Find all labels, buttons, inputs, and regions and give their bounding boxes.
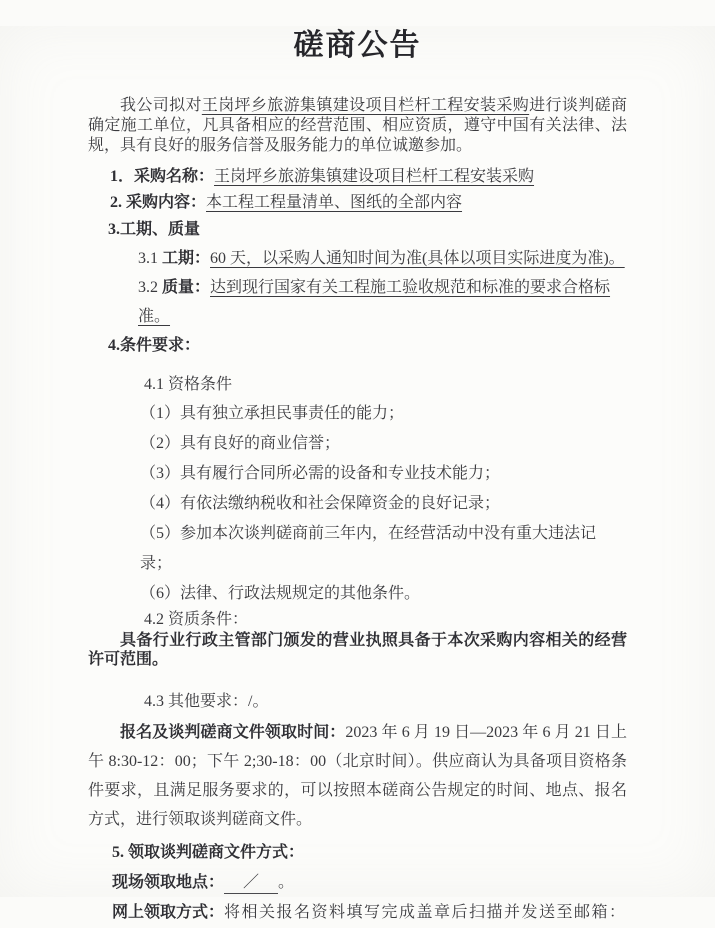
qualification-item: （4）有依法缴纳税收和社会保障资金的良好记录； bbox=[140, 495, 501, 512]
qualification-item: （5）参加本次谈判磋商前三年内，在经营活动中没有重大违法记录； bbox=[140, 525, 597, 572]
quality-value: 达到现行国家有关工程施工验收规范和标准的要求合格标准。 bbox=[138, 279, 611, 325]
intro-paragraph bbox=[88, 96, 627, 156]
duration-row bbox=[138, 244, 627, 273]
qualification-item: （1）具有独立承担民事责任的能力； bbox=[140, 405, 405, 422]
online-pickup-body: 将相关报名资料填写完成盖章后扫描并发送至邮箱： bbox=[224, 904, 627, 921]
onsite-pickup-blank: ／ bbox=[224, 873, 278, 894]
procurement-name-value: 王岗坪乡旅游集镇建设项目栏杆工程安装采购 bbox=[214, 168, 535, 185]
duration-number: 3.1 bbox=[138, 250, 162, 267]
onsite-pickup-label: 现场领取地点： bbox=[112, 874, 225, 891]
section3-heading: 3.工期、质量 bbox=[108, 221, 201, 238]
procurement-content-label: 2. 采购内容： bbox=[110, 194, 207, 211]
intro-prefix: 我公司拟对 bbox=[120, 97, 202, 114]
registration-time-body: 2023 年 6 月 19 日—2023 年 6 月 21 日上午 8:30-12：00；下午 2;30-18：00（北京时间）。供应商认为具备项目资格条件要求，且满足服务要求的，可以按照本磋商公告规定的时间、地点、报名方式，进行领取谈判磋商文件。 bbox=[88, 724, 627, 828]
qualification-item: （6）法律、行政法规规定的其他条件。 bbox=[140, 585, 421, 602]
section4-heading: 4.条件要求： bbox=[108, 337, 201, 354]
other-requirements-row: 4.3 其他要求：/。 bbox=[144, 693, 269, 710]
procurement-content-value: 本工程工程量清单、图纸的全部内容 bbox=[206, 194, 463, 211]
credential-conditions-heading: 4.2 资质条件： bbox=[144, 611, 249, 628]
onsite-pickup-period: 。 bbox=[278, 874, 295, 891]
document-page bbox=[0, 26, 715, 921]
onsite-pickup-row bbox=[112, 868, 627, 898]
page-title: 磋商公告 bbox=[293, 29, 422, 62]
intro-suffix: 进行谈判磋商确定施工单位，凡具备相应的经营范围、相应资质，遵守中国有关法律、法规，具有良好的服务信誉及服务能力的单位诚邀参加。 bbox=[88, 97, 627, 154]
qualification-item: （3）具有履行合同所必需的设备和专业技术能力； bbox=[140, 465, 501, 482]
procurement-content-row bbox=[110, 190, 627, 216]
registration-paragraph bbox=[88, 718, 627, 834]
qualification-item: （2）具有良好的商业信誉； bbox=[140, 435, 341, 452]
procurement-name-label: 1．采购名称： bbox=[110, 168, 215, 185]
duration-label: 工期： bbox=[162, 250, 211, 267]
online-pickup-label: 网上领取方式： bbox=[112, 904, 225, 921]
duration-value: 60 天，以采购人通知时间为准(具体以项目实际进度为准)。 bbox=[210, 250, 625, 267]
credential-conditions-body: 具备行业行政主管部门颁发的营业执照具备于本次采购内容相关的经营许可范围。 bbox=[88, 632, 627, 668]
quality-label: 质量： bbox=[162, 279, 211, 296]
quality-row bbox=[138, 273, 627, 331]
intro-project-name: 王岗坪乡旅游集镇建设项目栏杆工程安装采购 bbox=[201, 97, 530, 114]
registration-time-label: 报名及谈判磋商文件领取时间： bbox=[120, 724, 346, 741]
quality-number: 3.2 bbox=[138, 279, 162, 296]
procurement-name-row bbox=[110, 164, 627, 190]
online-pickup-row bbox=[112, 898, 627, 928]
qualification-conditions-heading: 4.1 资格条件 bbox=[144, 376, 233, 393]
section5-heading: 5. 领取谈判磋商文件方式： bbox=[112, 844, 305, 861]
